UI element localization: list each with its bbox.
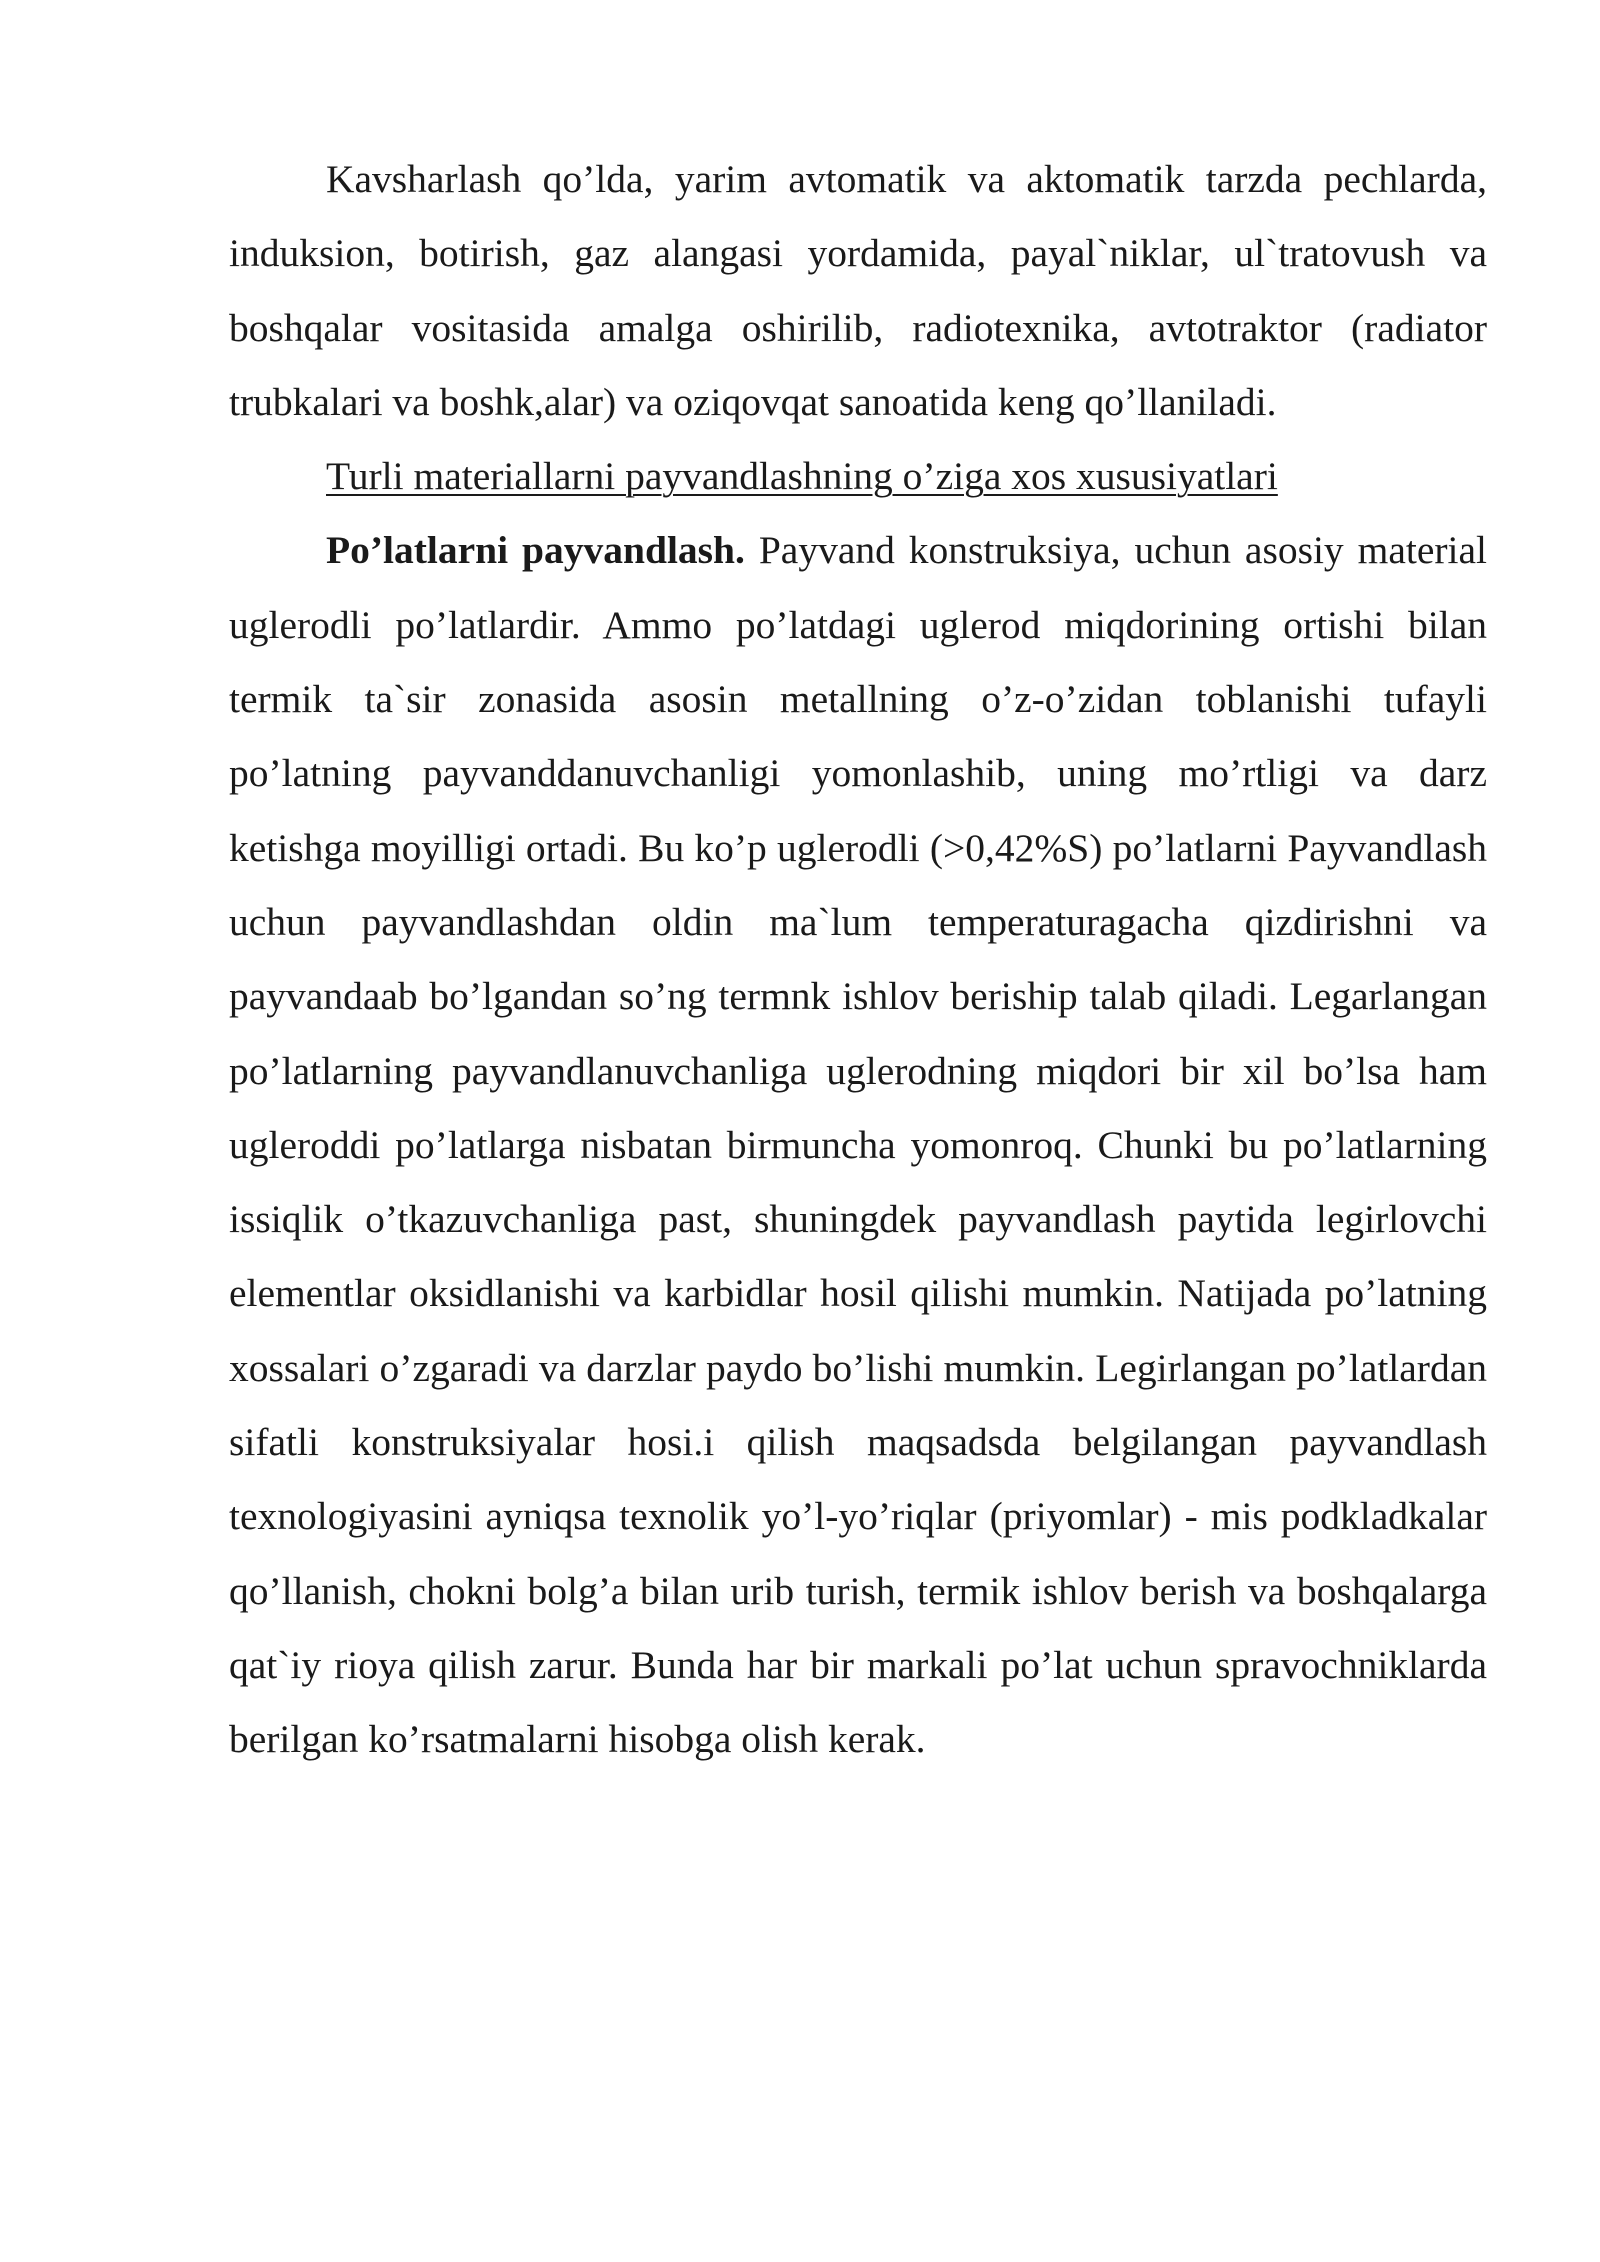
document-body — [229, 142, 1487, 1777]
paragraph-steel-welding — [229, 513, 1487, 1776]
section-heading: Turli materiallarni payvandlashning o’ziga xos xususiyatlari — [326, 454, 1278, 499]
paragraph-soldering: Kavsharlash qo’lda, yarim avtomatik va aktomatik tarzda pechlarda, induksion, botirish, gaz alangasi yordamida, payal`niklar, ul`tratovush va boshqalar vositasida amalga oshirilib, radiotexnika, avtotraktor (radiator trubkalari va boshk,alar) va oziqovqat sanoatida keng qo’llaniladi. — [229, 157, 1487, 424]
paragraph-body-text: Payvand konstruksiya, uchun asosiy material uglerodli po’latlardir. Ammo po’latdagi uglerod miqdorining ortishi bilan termik ta`sir zonasida asosin metallning o’z-o’zidan toblanishi tufayli po’latning payvanddanuvchanligi yomonlashib, uning mo’rtligi va darz ketishga moyilligi ortadi. Bu ko’p uglerodli (>0,42%S) po’latlarni Payvandlash uchun payvandlashdan oldin ma`lum temperaturagacha qizdirishni va payvandaab bo’lgandan so’ng termnk ishlov beriship talab qiladi. Legarlangan po’latlarning payvandlanuvchanliga uglerodning miqdori bir xil bo’lsa ham ugleroddi po’latlarga nisbatan birmuncha yomonroq. Chunki bu po’latlarning issiqlik o’tkazuvchanliga past, shuningdek payvandlash paytida legirlovchi elementlar oksidlanishi va karbidlar hosil qilishi mumkin. Natijada po’latning xossalari o’zgaradi va darzlar paydo bo’lishi mumkin. Legirlangan po’latlardan sifatli konstruksiyalar hosi.i qilish maqsadsda belgilangan payvandlash texnologiyasini ayniqsa texnolik yo’l-yo’riqlar (priyomlar) - mis podkladkalar qo’llanish, chokni bolg’a bilan urib turish, termik ishlov berish va boshqalarga qat`iy rioya qilish zarur. Bunda har bir markali po’lat uchun spravochniklarda berilgan ko’rsatmalarni hisobga olish kerak. — [229, 528, 1488, 1762]
paragraph-lead-title: Po’latlarni payvandlash. — [326, 528, 745, 573]
section-heading-wrapper — [229, 439, 1487, 513]
